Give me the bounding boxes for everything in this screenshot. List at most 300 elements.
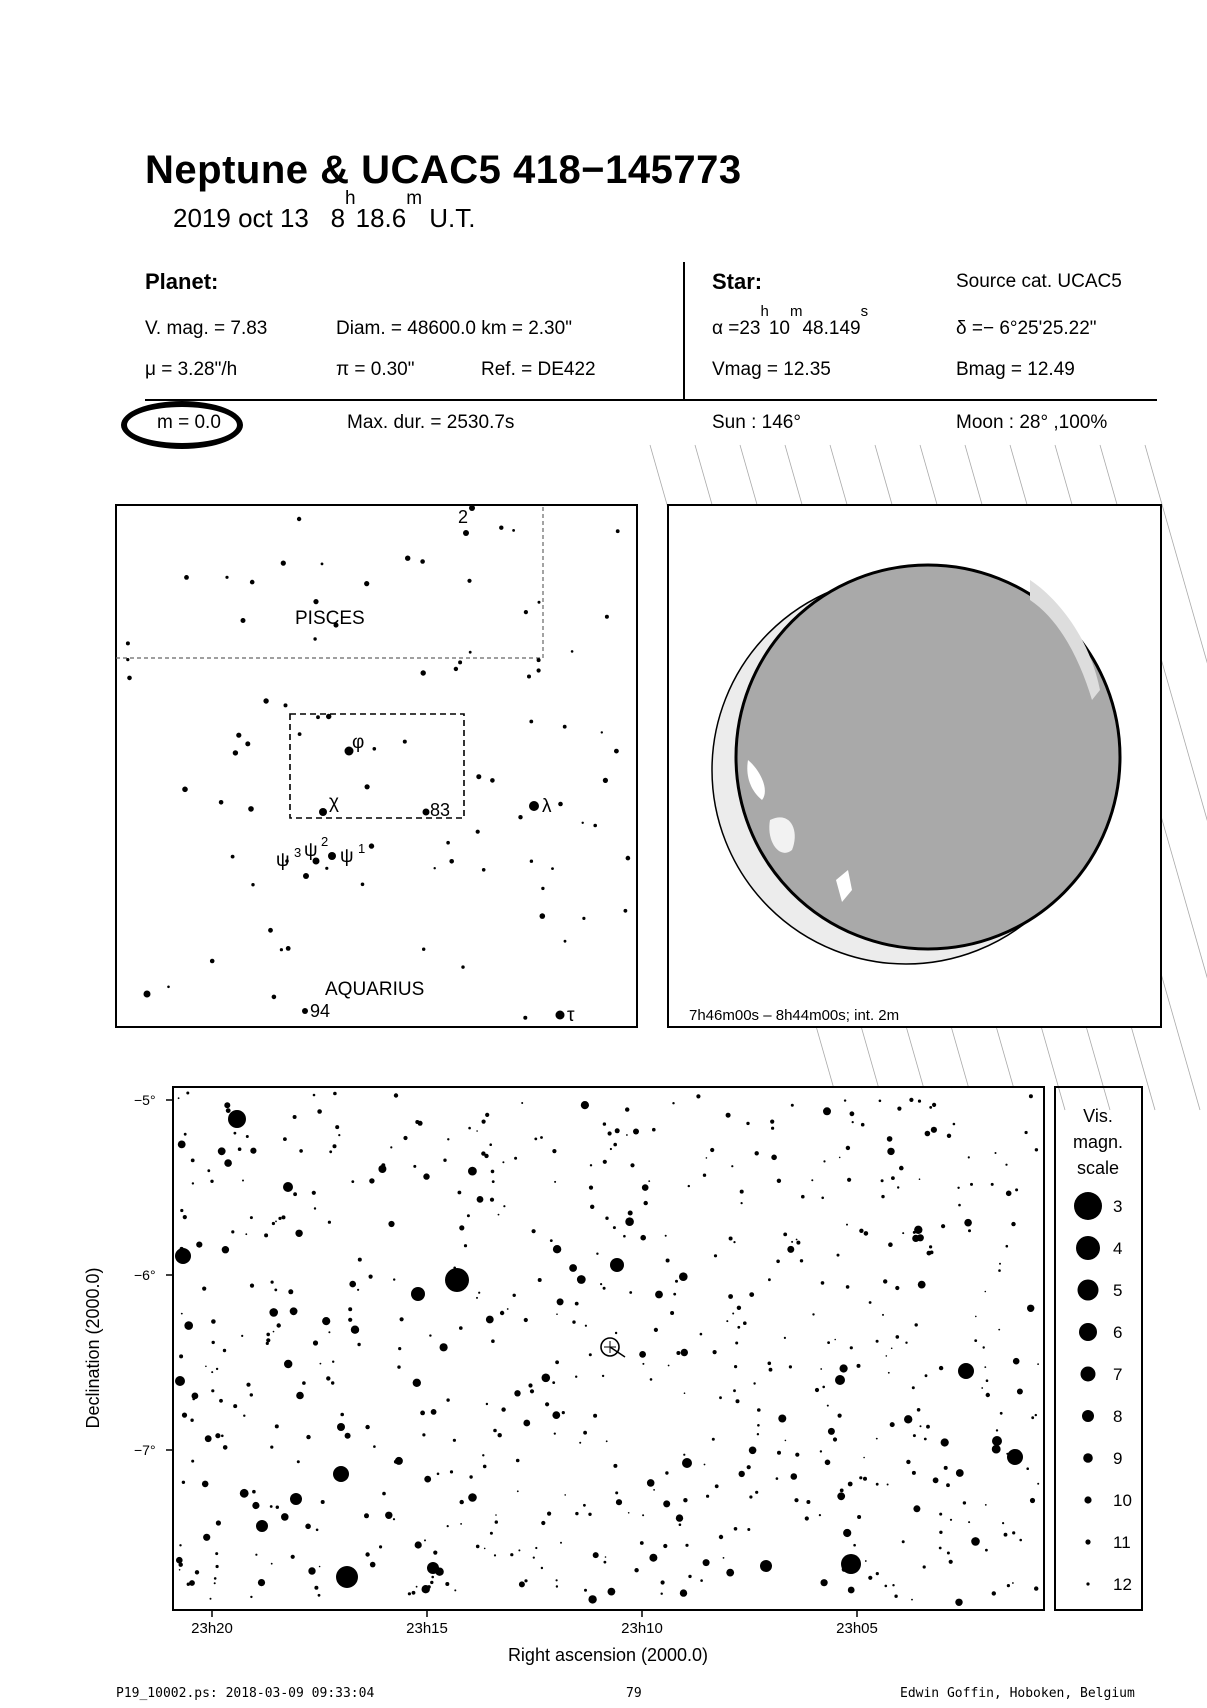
field-star <box>412 1591 416 1595</box>
finder-star <box>467 579 471 583</box>
field-star <box>460 1523 462 1525</box>
field-star <box>985 1504 987 1506</box>
field-star <box>888 1372 890 1374</box>
field-star <box>579 1442 581 1444</box>
field-star <box>640 1541 644 1545</box>
field-star <box>266 1333 270 1337</box>
field-star <box>891 1348 893 1350</box>
field-star <box>288 1289 293 1294</box>
field-star <box>445 1582 449 1586</box>
field-star <box>688 1185 690 1187</box>
field-star <box>337 1423 345 1431</box>
finder-star <box>403 740 407 744</box>
field-star <box>734 1365 737 1368</box>
finder-star <box>361 883 365 887</box>
field-star <box>369 1275 373 1279</box>
finder-star <box>263 698 268 703</box>
scale-dot-mag-3 <box>1074 1192 1102 1220</box>
field-star <box>918 1100 921 1103</box>
field-star <box>535 1547 537 1549</box>
field-star <box>233 1404 237 1408</box>
field-star <box>737 1306 741 1310</box>
field-star <box>895 1286 899 1290</box>
field-star <box>753 1382 755 1384</box>
field-star <box>464 1244 467 1247</box>
field-star <box>894 1595 897 1598</box>
field-star <box>314 1207 316 1209</box>
field-star <box>450 1470 453 1473</box>
finder-star <box>616 529 620 533</box>
field-star <box>929 1106 932 1109</box>
field-star <box>491 1339 495 1343</box>
field-star <box>931 1127 937 1133</box>
finder-star <box>541 887 544 890</box>
field-star <box>431 1576 434 1579</box>
field-star <box>974 1339 977 1342</box>
field-star <box>679 1272 688 1281</box>
field-star <box>328 1221 331 1224</box>
field-star <box>314 1586 318 1590</box>
finder-star <box>527 675 531 679</box>
field-star <box>892 1584 894 1586</box>
field-star <box>453 1439 456 1442</box>
finder-star <box>365 784 370 789</box>
scale-label-mag-5: 5 <box>1113 1281 1123 1300</box>
moon-elongation: Moon : 28° ,100% <box>956 412 1108 433</box>
field-star <box>608 1131 612 1135</box>
field-star <box>820 1368 822 1370</box>
field-star <box>283 1137 287 1141</box>
field-star <box>926 1425 930 1429</box>
field-star <box>250 1216 253 1219</box>
field-star <box>604 1561 607 1564</box>
field-star <box>605 1217 608 1220</box>
alpha-m: m <box>789 303 803 320</box>
planet-ephemeris-ref: Ref. = DE422 <box>481 359 596 380</box>
field-star <box>843 1529 851 1537</box>
star-vmag: Vmag = 12.35 <box>712 359 831 380</box>
field-star <box>1017 1389 1023 1395</box>
field-star <box>684 1392 686 1394</box>
field-star <box>388 1221 394 1227</box>
finder-star <box>319 808 327 816</box>
finder-stars <box>126 505 630 1020</box>
field-star <box>498 1433 502 1437</box>
field-star <box>321 1500 325 1504</box>
finder-star <box>530 860 533 863</box>
field-star <box>469 1475 472 1478</box>
field-star <box>703 1559 710 1566</box>
field-star <box>542 1374 551 1383</box>
field-star <box>242 1180 244 1182</box>
field-star <box>888 1242 893 1247</box>
star-label-psi1-index: 1 <box>358 841 366 856</box>
field-star <box>925 1131 931 1137</box>
field-star <box>589 1186 593 1190</box>
finder-star <box>626 856 631 861</box>
field-star <box>897 1186 899 1188</box>
field-star <box>284 1360 292 1368</box>
field-star <box>190 1419 193 1422</box>
field-star <box>180 1209 183 1212</box>
field-star <box>925 1374 928 1377</box>
field-star <box>688 1575 691 1578</box>
field-star <box>887 1148 894 1155</box>
field-star <box>179 1544 181 1546</box>
event-minutes: 18.6 <box>355 203 407 233</box>
field-star <box>181 1313 183 1315</box>
field-star <box>422 1585 430 1593</box>
field-star <box>454 1589 456 1591</box>
field-star <box>794 1498 798 1502</box>
field-star <box>827 1405 829 1407</box>
field-star <box>302 1381 306 1385</box>
field-star <box>562 1411 565 1414</box>
field-star <box>416 1586 418 1588</box>
field-star <box>557 1298 564 1305</box>
field-star <box>1019 1539 1022 1542</box>
field-star <box>850 1111 855 1116</box>
finder-star <box>551 867 554 870</box>
field-star <box>737 1326 740 1329</box>
field-star <box>270 1446 273 1449</box>
finder-star <box>298 732 302 736</box>
field-star <box>180 1247 184 1251</box>
field-star <box>770 1120 774 1124</box>
field-star <box>863 1477 867 1481</box>
field-star <box>633 1129 639 1135</box>
field-star <box>864 1231 869 1236</box>
star-label-tau: τ <box>567 1005 575 1026</box>
field-star <box>1037 1483 1039 1485</box>
footer-page-number: 79 <box>626 1686 642 1701</box>
field-star <box>939 1531 942 1534</box>
field-star <box>593 1414 597 1418</box>
field-star <box>523 1420 530 1427</box>
field-star <box>848 1482 853 1487</box>
field-star <box>398 1347 401 1350</box>
field-star <box>939 1513 942 1516</box>
field-star <box>887 1136 893 1142</box>
field-star <box>329 1150 332 1153</box>
finder-star <box>458 660 462 664</box>
field-star <box>897 1107 901 1111</box>
field-star <box>796 1239 798 1241</box>
field-star <box>192 1393 199 1400</box>
alpha-s: s <box>860 303 869 320</box>
field-star <box>663 1544 667 1548</box>
field-star <box>957 1187 959 1189</box>
field-star <box>331 1381 334 1384</box>
field-star <box>228 1110 246 1128</box>
field-star <box>403 1136 407 1140</box>
field-star <box>863 1457 865 1459</box>
field-star <box>552 1381 555 1384</box>
field-star <box>771 1127 774 1130</box>
field-star <box>986 1393 990 1397</box>
field-star <box>210 1598 212 1600</box>
field-star <box>596 1253 598 1255</box>
scale-label-mag-10: 10 <box>1113 1491 1132 1510</box>
field-star <box>650 1378 653 1381</box>
field-star <box>182 1413 187 1418</box>
field-star <box>820 1450 822 1452</box>
field-star <box>968 1156 970 1158</box>
field-star <box>649 1554 657 1562</box>
star-label-2: 2 <box>458 507 469 527</box>
field-star <box>495 1514 497 1516</box>
field-star <box>755 1151 759 1155</box>
field-star <box>913 1434 916 1437</box>
field-star <box>757 1408 761 1412</box>
field-star <box>728 1294 733 1299</box>
field-star <box>424 1539 426 1541</box>
field-star <box>823 1107 831 1115</box>
field-star <box>486 1403 488 1405</box>
field-star <box>521 1102 523 1104</box>
field-star <box>541 1567 543 1569</box>
field-star <box>881 1179 884 1182</box>
field-star <box>459 1225 464 1230</box>
field-star <box>195 1570 199 1574</box>
field-star <box>250 1148 256 1154</box>
field-star <box>211 1371 213 1373</box>
field-star <box>395 1457 403 1465</box>
finder-star <box>523 1016 527 1020</box>
field-star <box>837 1492 845 1500</box>
field-star <box>293 1115 297 1119</box>
field-star <box>553 1245 561 1253</box>
field-star <box>420 1411 425 1416</box>
field-star <box>245 1233 247 1235</box>
field-star <box>731 1165 733 1167</box>
field-star <box>271 1563 273 1565</box>
field-star <box>801 1195 805 1199</box>
field-star <box>1011 1222 1015 1226</box>
field-star <box>295 1230 302 1237</box>
field-star <box>914 1226 922 1234</box>
field-star <box>238 1147 242 1151</box>
field-star <box>600 1283 602 1285</box>
finder-star <box>210 959 215 964</box>
field-star <box>842 1567 847 1572</box>
field-star <box>291 1555 295 1559</box>
finder-star <box>373 747 377 751</box>
field-star <box>603 1160 607 1164</box>
field-star <box>743 1321 747 1325</box>
field-star <box>547 1512 551 1516</box>
field-star <box>216 1565 219 1568</box>
field-star <box>437 1473 440 1476</box>
star-label-psi2-index: 2 <box>321 834 329 849</box>
field-star <box>514 1390 520 1396</box>
field-star <box>768 1362 772 1366</box>
field-star <box>179 1354 183 1358</box>
finder-star <box>182 787 188 793</box>
field-star <box>736 1399 740 1403</box>
star-label-psi3: ψ <box>276 850 290 871</box>
field-star <box>838 1414 842 1418</box>
field-star <box>277 1323 281 1327</box>
field-star <box>947 1552 950 1555</box>
field-star <box>615 1332 617 1334</box>
field-star <box>510 1553 513 1556</box>
field-star <box>912 1386 915 1389</box>
scale-dot-mag-10 <box>1084 1496 1091 1503</box>
field-star <box>734 1527 738 1531</box>
finder-star <box>297 517 301 521</box>
field-star <box>685 1544 688 1547</box>
finder-star <box>449 859 454 864</box>
field-star <box>915 1323 918 1326</box>
field-star <box>615 1128 620 1133</box>
field-star <box>319 1566 321 1568</box>
x-axis-label: Right ascension (2000.0) <box>507 1645 709 1665</box>
field-star <box>909 1098 913 1102</box>
finder-star <box>127 676 132 681</box>
field-star <box>821 1197 824 1200</box>
field-star <box>648 1180 650 1182</box>
alpha-sec: 48.149 <box>802 318 861 339</box>
finder-star <box>328 852 336 860</box>
finder-star <box>231 855 235 859</box>
field-star <box>902 1540 905 1543</box>
field-star <box>729 1237 733 1241</box>
field-star <box>333 1144 337 1148</box>
field-star <box>700 1579 703 1582</box>
field-star <box>313 1340 318 1345</box>
field-star <box>791 1104 794 1107</box>
field-star <box>485 1113 489 1117</box>
field-star <box>719 1535 723 1539</box>
field-star <box>971 1537 980 1546</box>
field-star <box>212 1341 215 1344</box>
field-star <box>476 1297 478 1299</box>
field-star <box>828 1428 835 1435</box>
field-star <box>555 1360 559 1364</box>
scale-dot-mag-11 <box>1085 1539 1090 1544</box>
field-star <box>1004 1533 1008 1537</box>
field-star <box>996 1429 998 1431</box>
finder-star <box>603 778 608 783</box>
page-title: Neptune & UCAC5 418−145773 <box>145 148 742 192</box>
field-star <box>673 1293 676 1296</box>
field-star <box>700 1333 703 1336</box>
field-star <box>947 1134 951 1138</box>
field-star <box>585 1325 587 1327</box>
field-star <box>191 1159 195 1163</box>
magnitude-scale-dots <box>1074 1192 1132 1594</box>
field-star <box>183 1215 187 1219</box>
field-star <box>364 1513 369 1518</box>
finder-star <box>614 749 619 754</box>
field-star <box>534 1138 537 1141</box>
field-star <box>258 1579 265 1586</box>
field-star <box>312 1191 316 1195</box>
field-star <box>726 1320 728 1322</box>
field-star <box>532 1229 536 1233</box>
field-star <box>857 1515 861 1519</box>
field-star <box>844 1099 846 1101</box>
planet-diameter: Diam. = 48600.0 km = 2.30" <box>336 318 572 339</box>
field-star <box>1034 1586 1038 1590</box>
finder-star <box>233 750 238 755</box>
field-star <box>613 1143 617 1147</box>
field-star <box>644 1201 648 1205</box>
field-star <box>502 1161 504 1163</box>
field-star <box>944 1466 948 1470</box>
field-star <box>998 1269 1001 1272</box>
field-star <box>876 1340 879 1343</box>
field-star <box>661 1580 665 1584</box>
field-star <box>379 1545 382 1548</box>
finder-star <box>321 563 324 566</box>
field-star <box>726 1569 734 1577</box>
field-star <box>365 1425 369 1429</box>
field-star <box>270 1505 273 1508</box>
field-star <box>583 1504 586 1507</box>
field-star <box>749 1292 754 1297</box>
field-star <box>1030 1498 1035 1503</box>
scale-dot-mag-8 <box>1082 1410 1094 1422</box>
field-star <box>747 1465 751 1469</box>
finder-chart-frame <box>116 505 637 1027</box>
field-star <box>482 1454 484 1456</box>
field-star <box>958 1204 961 1207</box>
field-star <box>219 1399 223 1403</box>
field-star <box>423 1173 429 1179</box>
field-star <box>494 1554 496 1556</box>
star-bmag: Bmag = 12.49 <box>956 359 1075 380</box>
field-star <box>216 1520 221 1525</box>
ytick-label-3: −7° <box>134 1442 156 1458</box>
field-star <box>478 1292 480 1294</box>
field-star <box>847 1178 851 1182</box>
field-star <box>613 1464 617 1468</box>
field-star <box>998 1329 1000 1331</box>
field-star <box>1035 1414 1037 1416</box>
field-star <box>840 1489 844 1493</box>
field-star <box>665 1471 668 1474</box>
scale-dot-mag-6 <box>1079 1323 1097 1341</box>
finder-star <box>512 529 515 532</box>
field-star <box>608 1588 616 1596</box>
field-star <box>358 1258 362 1262</box>
field-star <box>178 1141 186 1149</box>
field-star <box>205 1435 212 1442</box>
field-star <box>905 1342 907 1344</box>
field-star <box>430 1581 433 1584</box>
field-star <box>381 1163 385 1167</box>
field-star <box>833 1437 837 1441</box>
field-star <box>768 1278 771 1281</box>
star-header: Star: <box>712 269 763 294</box>
field-star <box>581 1101 589 1109</box>
field-star <box>273 1331 275 1333</box>
field-star <box>837 1254 840 1257</box>
field-star <box>572 1320 575 1323</box>
finder-star <box>463 530 469 536</box>
field-star <box>902 1232 904 1234</box>
field-star <box>351 1326 359 1334</box>
field-star <box>840 1364 848 1372</box>
scale-label-mag-8: 8 <box>1113 1407 1123 1426</box>
finder-star <box>248 806 254 812</box>
field-star <box>868 1576 872 1580</box>
field-star <box>176 1557 183 1564</box>
field-star <box>939 1547 942 1550</box>
field-star <box>503 1205 505 1207</box>
